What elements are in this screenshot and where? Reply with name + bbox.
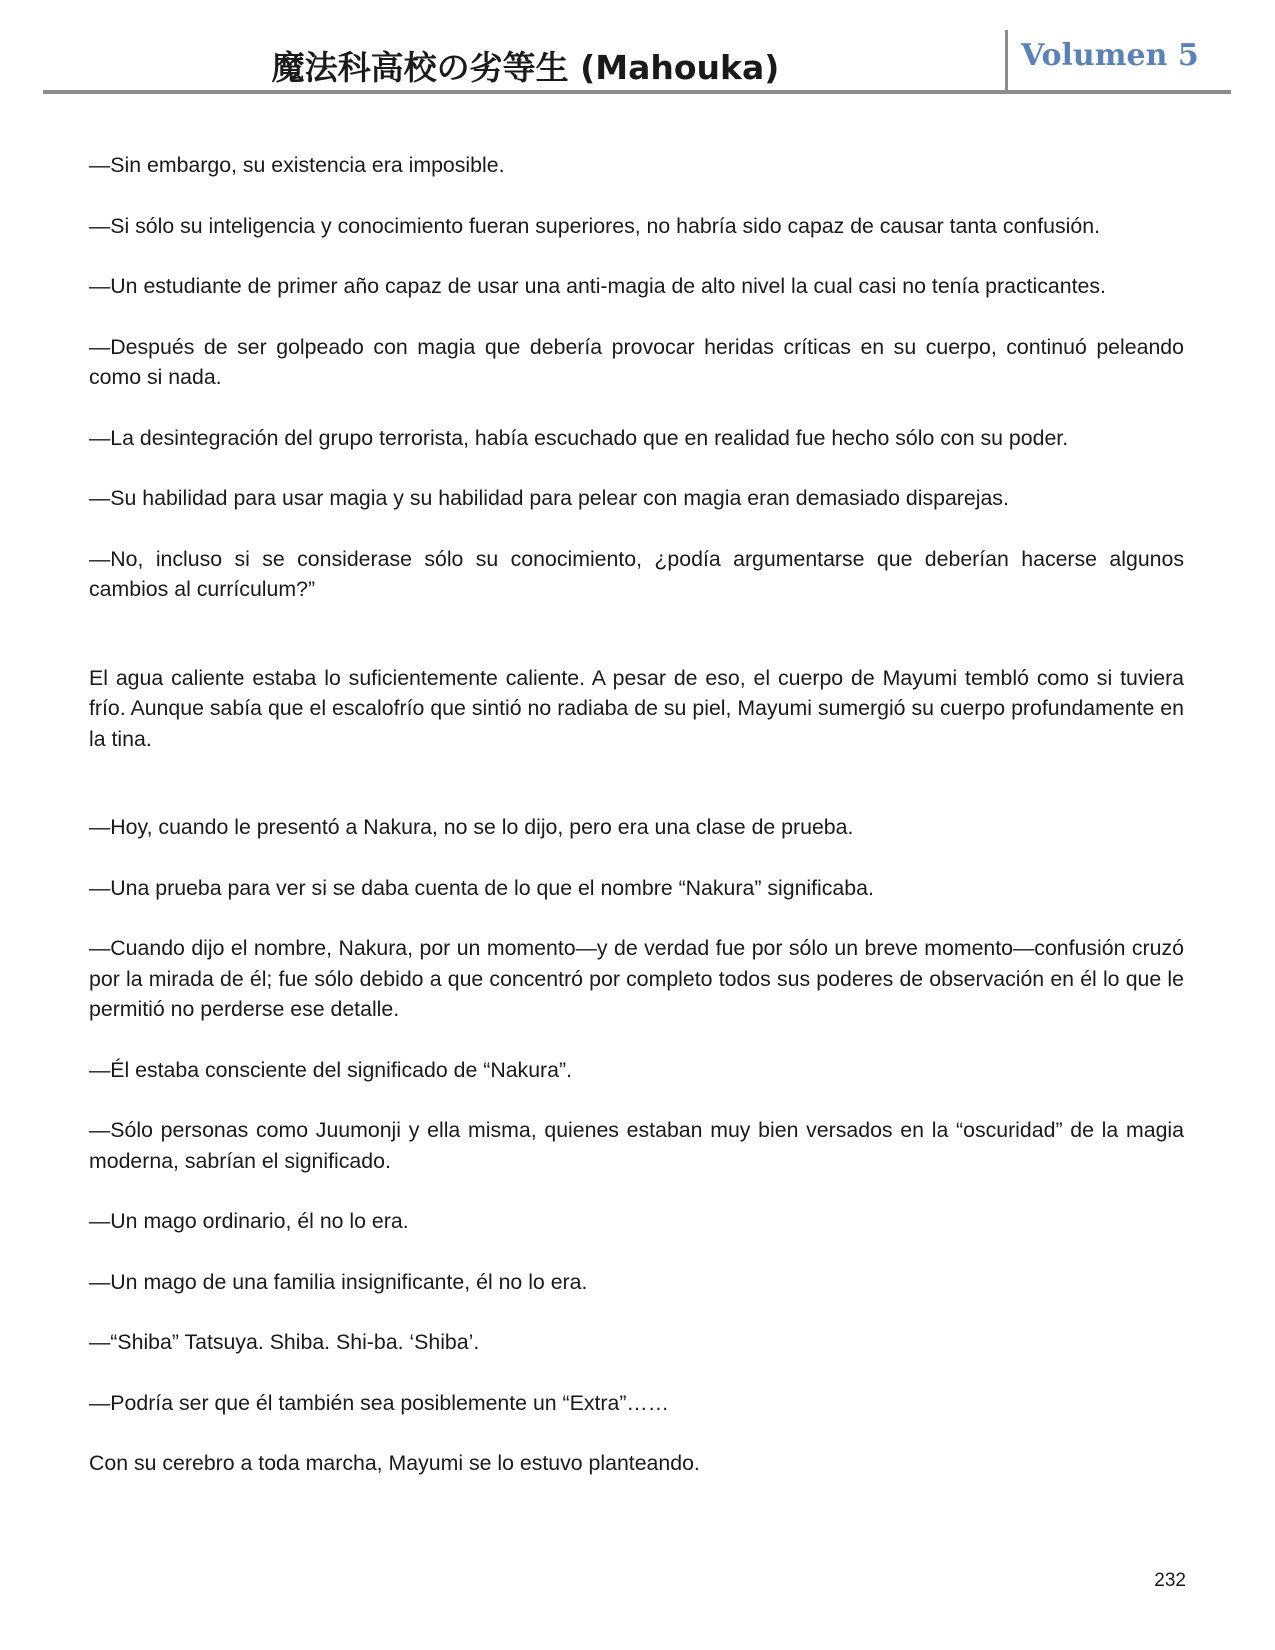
paragraph: —Sólo personas como Juumonji y ella misma, quienes estaban muy bien versados en la “oscuridad” de la magia moderna, sabrían el significado. <box>89 1118 1184 1173</box>
header-rule <box>43 90 1231 94</box>
paragraph: —No, incluso si se considerase sólo su conocimiento, ¿podía argumentarse que deberían hacerse algunos cambios al currículum?” <box>89 546 1184 601</box>
paragraph: —“Shiba” Tatsuya. Shiba. Shi-ba. ‘Shiba’. <box>89 1330 480 1354</box>
page-header <box>43 28 1231 94</box>
paragraph: —Podría ser que él también sea posiblemente un “Extra”…… <box>89 1390 670 1415</box>
paragraph: —Un mago ordinario, él no lo era. <box>89 1209 409 1233</box>
volume-label: Volumen 5 <box>1021 38 1199 73</box>
page-body <box>89 150 1184 1509</box>
paragraph: —Sin embargo, su existencia era imposible. <box>89 153 505 177</box>
paragraph: —Hoy, cuando le presentó a Nakura, no se lo dijo, pero era una clase de prueba. <box>89 815 854 839</box>
page-number: 232 <box>1154 1570 1186 1591</box>
paragraph: —La desintegración del grupo terrorista, había escuchado que en realidad fue hecho sólo con su poder. <box>89 425 1069 450</box>
paragraph: —Después de ser golpeado con magia que debería provocar heridas críticas en su cuerpo, continuó peleando como si nada. <box>89 334 1184 389</box>
header-divider <box>1005 30 1008 92</box>
paragraph: —Si sólo su inteligencia y conocimiento fueran superiores, no habría sido capaz de causar tanta confusión. <box>89 213 1101 238</box>
paragraph: —Él estaba consciente del significado de “Nakura”. <box>89 1057 572 1082</box>
paragraph: —Cuando dijo el nombre, Nakura, por un momento—y de verdad fue por sólo un breve momento—confusión cruzó por la mirada de él; fue sólo debido a que concentró por completo todos sus poderes de observación en él lo que le permitió no perderse ese detalle. <box>89 936 1184 1021</box>
paragraph: —Su habilidad para usar magia y su habilidad para pelear con magia eran demasiado disparejas. <box>89 486 1009 510</box>
paragraph: —Una prueba para ver si se daba cuenta de lo que el nombre “Nakura” significaba. <box>89 875 874 900</box>
paragraph: El agua caliente estaba lo suficientemente caliente. A pesar de eso, el cuerpo de Mayumi tembló como si tuviera frío. Aunque sabía que el escalofrío que sintió no radiaba de su piel, Mayumi sumergió su cuerpo profundamente en la tina. <box>89 665 1184 751</box>
paragraph: Con su cerebro a toda marcha, Mayumi se lo estuvo planteando. <box>89 1451 700 1475</box>
paragraph: —Un mago de una familia insignificante, él no lo era. <box>89 1269 588 1294</box>
paragraph: —Un estudiante de primer año capaz de usar una anti-magia de alto nivel la cual casi no tenía practicantes. <box>89 274 1106 298</box>
book-title: 魔法科高校の劣等生 (Mahouka) <box>271 48 780 87</box>
